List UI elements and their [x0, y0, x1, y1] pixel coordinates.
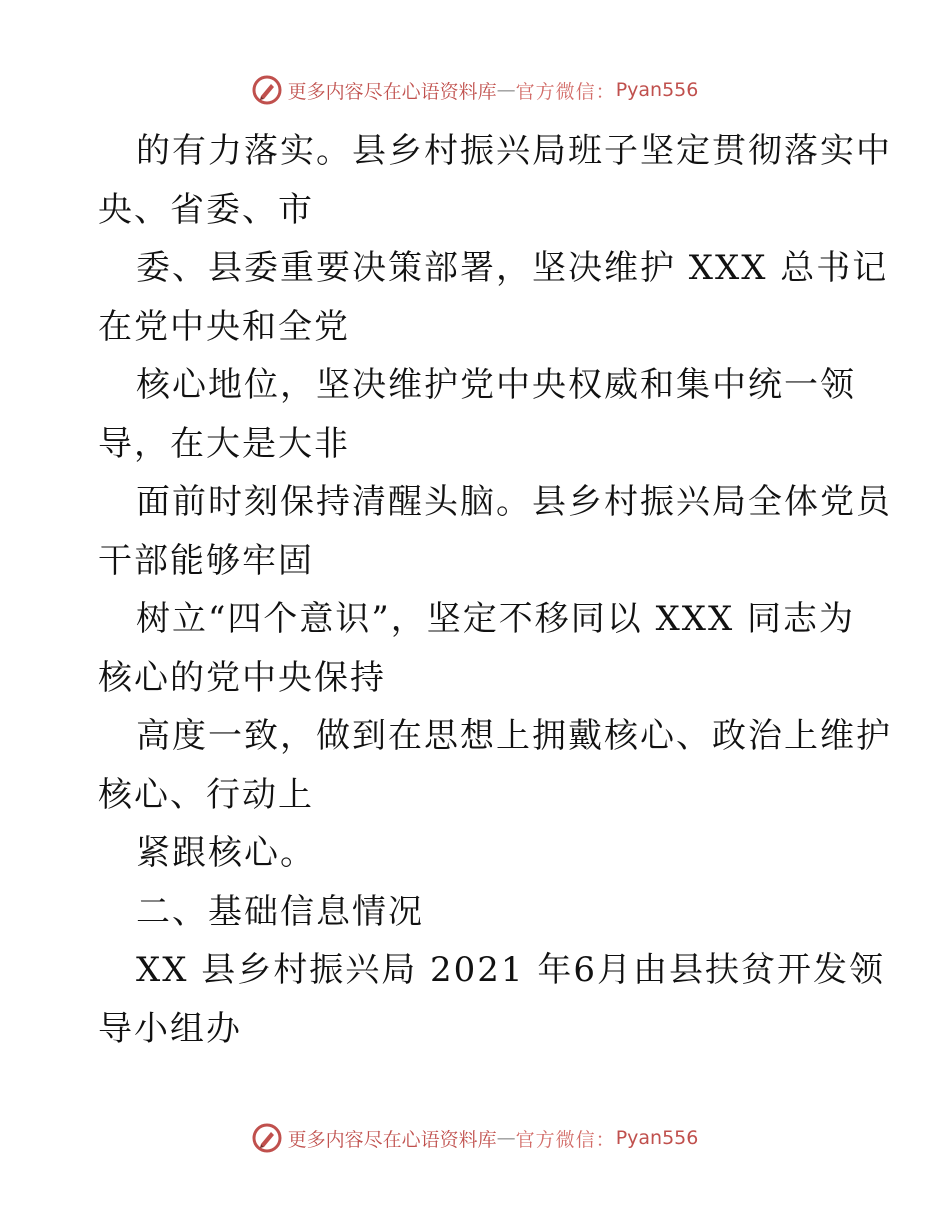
body-line: 核心、行动上: [98, 774, 314, 815]
pen-logo-icon: [252, 1123, 282, 1153]
pen-logo-icon: [252, 75, 282, 105]
body-line: 干部能够牢固: [98, 540, 314, 581]
body-line: 高度一致，做到在思想上拥戴核心、政治上维护: [136, 716, 892, 756]
document-body: [98, 122, 892, 1058]
body-line: 央、省委、市: [98, 189, 314, 230]
body-line: 委、县委重要决策部署，坚决维护 XXX 总书记: [136, 248, 889, 288]
section-heading: 二、基础信息情况: [136, 891, 424, 932]
body-line: 紧跟核心。: [136, 833, 316, 873]
body-line: 核心的党中央保持: [98, 657, 386, 698]
watermark-brand: 更多内容尽在心语资料库: [287, 80, 497, 103]
body-line: 树立“四个意识”，坚定不移同以 XXX 同志为: [136, 599, 855, 639]
watermark-separator: —: [496, 79, 516, 101]
watermark-official-label: 官方微信：: [515, 1128, 616, 1151]
body-line: XX 县乡村振兴局 2021 年6月由县扶贫开发领: [136, 950, 885, 990]
body-line: 面前时刻保持清醒头脑。县乡村振兴局全体党员: [136, 482, 892, 522]
body-line: 核心地位，坚决维护党中央权威和集中统一领: [136, 365, 856, 405]
watermark-official-label: 官方微信：: [515, 80, 616, 103]
body-line: 导小组办: [98, 1008, 242, 1049]
watermark-separator: —: [496, 1127, 516, 1149]
watermark-brand: 更多内容尽在心语资料库: [287, 1128, 497, 1151]
header-watermark: [0, 73, 950, 107]
body-line: 的有力落实。县乡村振兴局班子坚定贯彻落实中: [136, 131, 892, 171]
watermark-account: Pyan556: [615, 1127, 699, 1149]
body-line: 导，在大是大非: [98, 423, 350, 464]
footer-watermark: [0, 1121, 950, 1155]
body-line: 在党中央和全党: [98, 306, 350, 347]
watermark-account: Pyan556: [615, 79, 699, 101]
